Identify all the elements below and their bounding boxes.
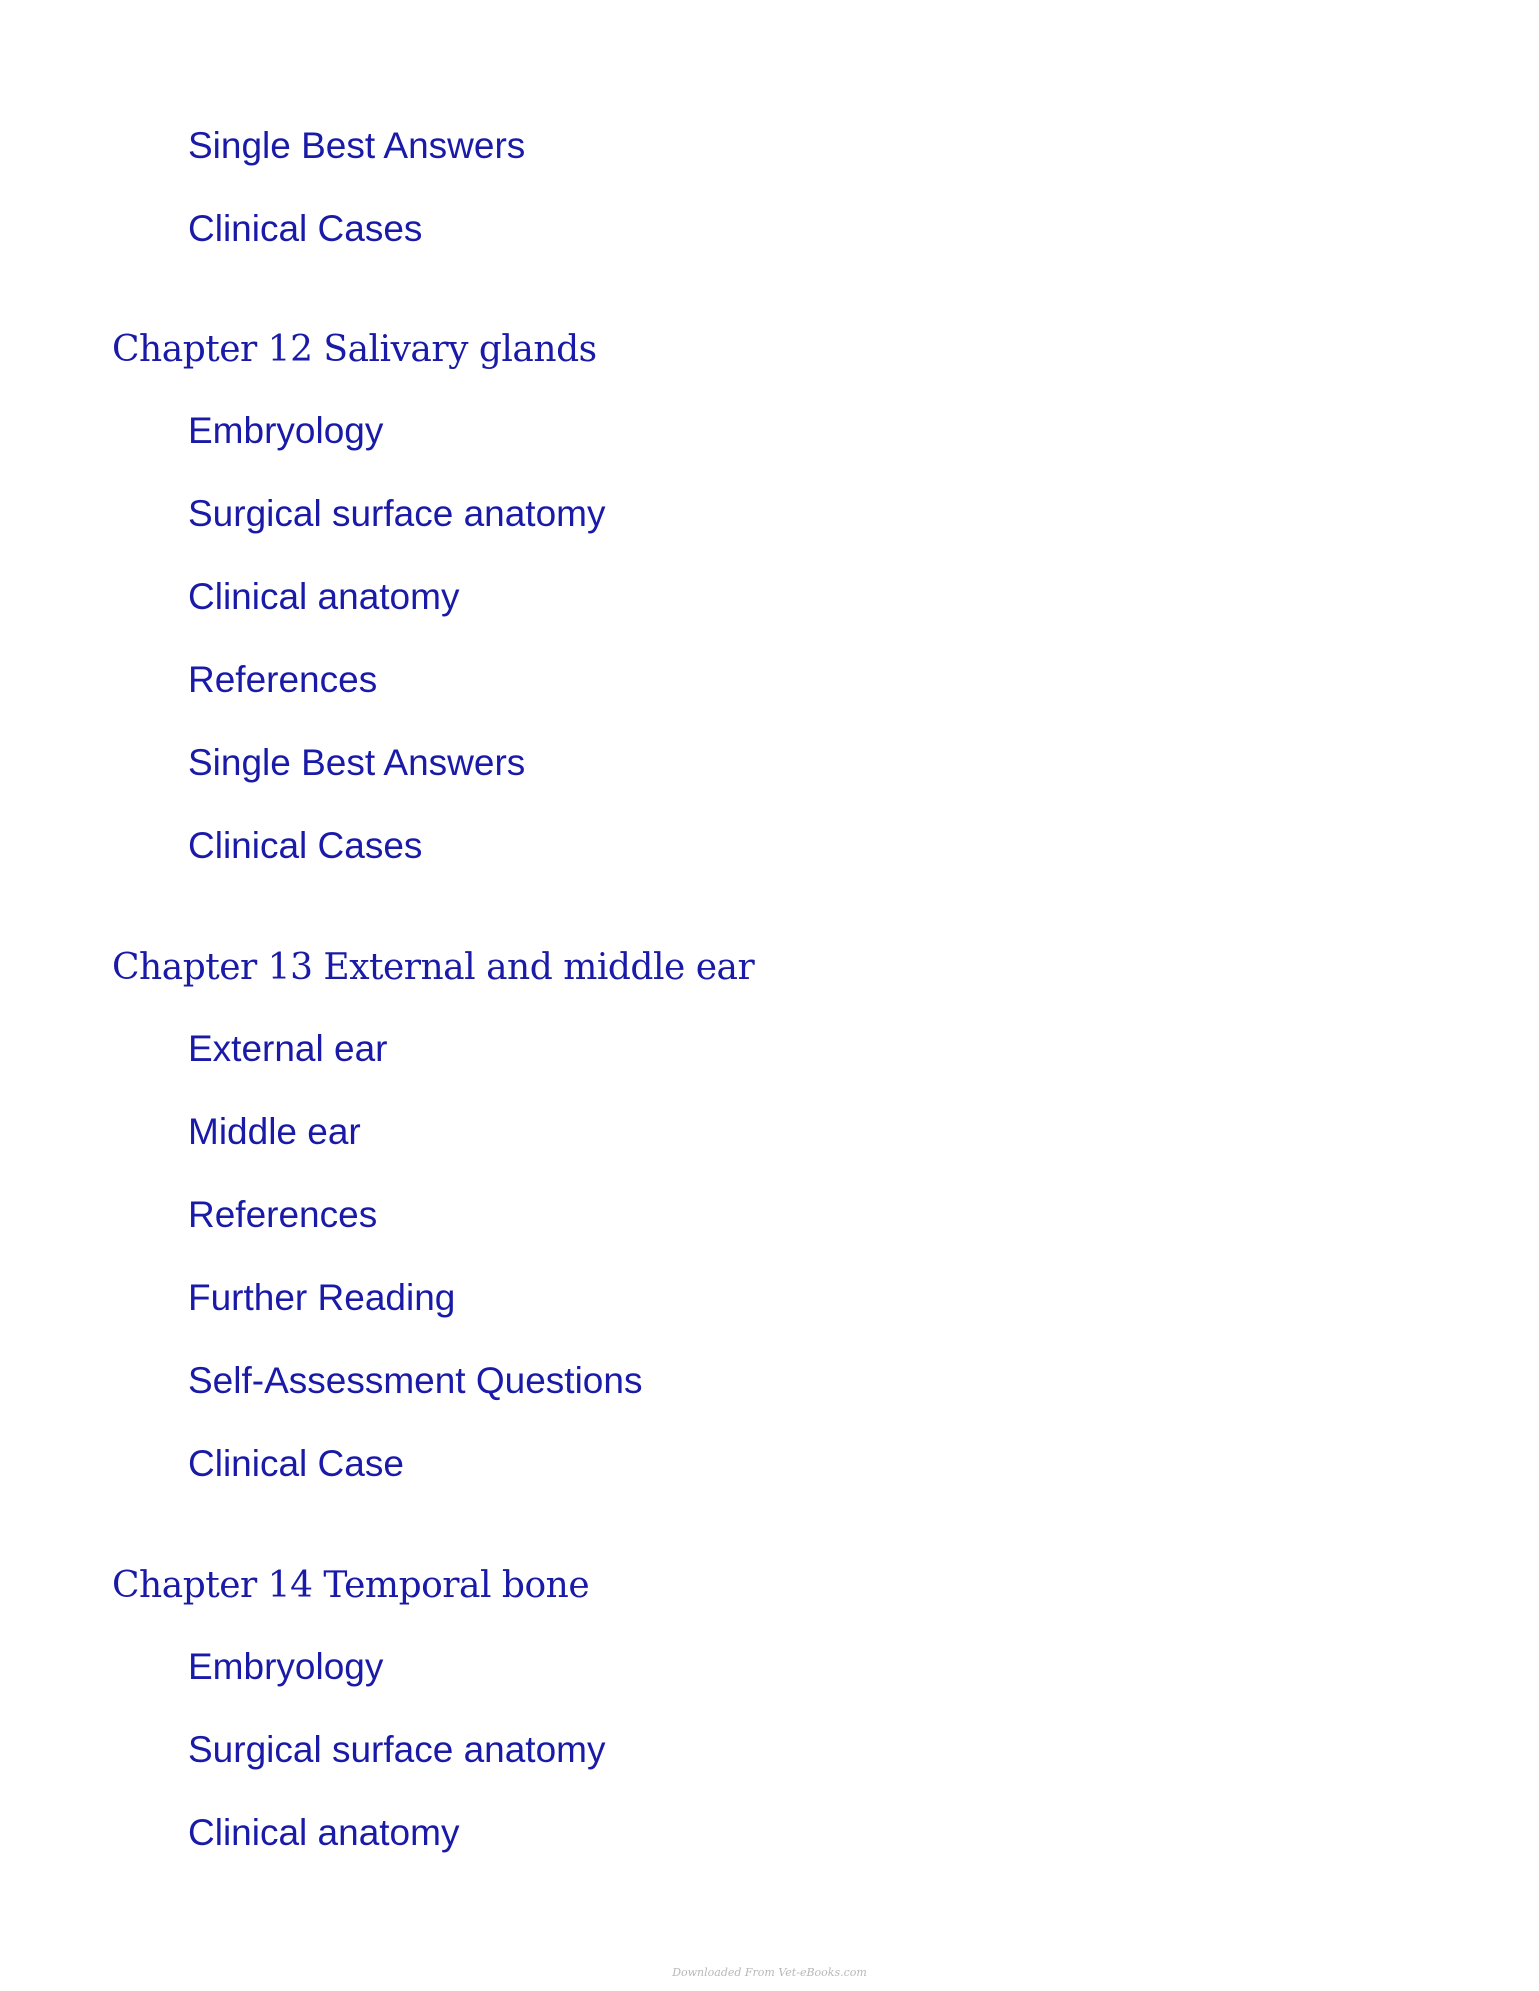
toc-entry-self-assessment-questions[interactable]: Self-Assessment Questions — [188, 1360, 643, 1401]
toc-entry-surgical-surface-anatomy[interactable]: Surgical surface anatomy — [188, 1729, 606, 1770]
toc-entry-embryology[interactable]: Embryology — [188, 410, 384, 451]
toc-entry-clinical-anatomy[interactable]: Clinical anatomy — [188, 1812, 460, 1853]
toc-entry-clinical-case[interactable]: Clinical Case — [188, 1443, 404, 1484]
toc-entry-clinical-anatomy[interactable]: Clinical anatomy — [188, 576, 460, 617]
toc-entry-single-best-answers[interactable]: Single Best Answers — [188, 125, 526, 166]
toc-entry-further-reading[interactable]: Further Reading — [188, 1277, 456, 1318]
toc-entry-references[interactable]: References — [188, 1194, 378, 1235]
toc-chapter-14[interactable]: Chapter 14 Temporal bone — [112, 1565, 590, 1606]
toc-entry-clinical-cases[interactable]: Clinical Cases — [188, 825, 423, 866]
toc-entry-references[interactable]: References — [188, 659, 378, 700]
toc-entry-middle-ear[interactable]: Middle ear — [188, 1111, 361, 1152]
toc-entry-clinical-cases[interactable]: Clinical Cases — [188, 208, 423, 249]
toc-entry-external-ear[interactable]: External ear — [188, 1028, 388, 1069]
toc-chapter-12[interactable]: Chapter 12 Salivary glands — [112, 329, 597, 370]
toc-entry-surgical-surface-anatomy[interactable]: Surgical surface anatomy — [188, 493, 606, 534]
toc-entry-single-best-answers[interactable]: Single Best Answers — [188, 742, 526, 783]
download-watermark: Downloaded From Vet-eBooks.com — [672, 1966, 867, 1979]
toc-entry-embryology[interactable]: Embryology — [188, 1646, 384, 1687]
toc-chapter-13[interactable]: Chapter 13 External and middle ear — [112, 947, 755, 988]
